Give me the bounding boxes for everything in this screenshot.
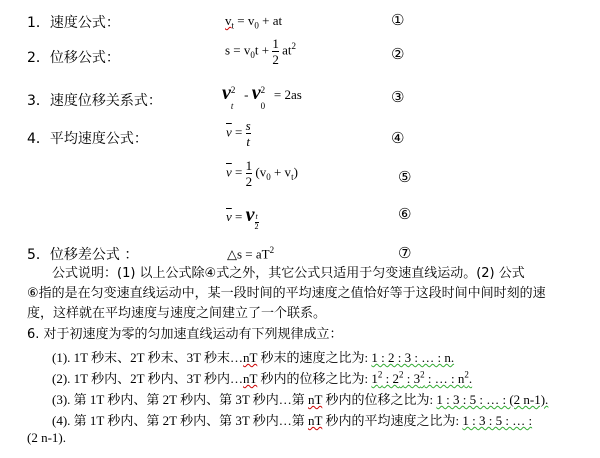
item-1-label: 速度公式： xyxy=(49,15,120,31)
formula-tail: = 2as xyxy=(270,87,302,102)
item-2-label: 位移公式： xyxy=(49,50,120,66)
formula-vbar: $\overline{v}$ xyxy=(226,209,232,224)
rule-3 xyxy=(52,389,548,408)
rule-2-ratio xyxy=(371,371,472,386)
mark-7: ⑦ xyxy=(398,244,412,262)
formula-eq: = xyxy=(231,209,246,224)
formula-v: v xyxy=(245,204,255,226)
item-5-index: 5． xyxy=(27,247,50,263)
formula-eq: = xyxy=(231,124,246,140)
item-1 xyxy=(27,12,120,32)
item-1-index: 1． xyxy=(27,15,50,31)
formula-part: t + xyxy=(254,42,273,58)
formula-vbar: $\overline{v}$ xyxy=(226,124,232,140)
ratio-end: . xyxy=(468,371,473,386)
formula-part: ) xyxy=(293,164,298,180)
formula-eq: = xyxy=(231,164,246,180)
note-line-2: ⑥指的是在匀变速直线运动中，某一段时间的平均速度之值恰好等于这段时间中间时刻的速 xyxy=(27,286,546,301)
note-line-1: 公式说明：(1) 以上公式除④式之外，其它公式只适用于匀变速直线运动。(2) 公式 xyxy=(52,266,525,281)
item-4-label: 平均速度公式： xyxy=(49,131,148,147)
note-line-3: 度，这样就在平均速度与速度之间建立了一个联系。 xyxy=(27,306,327,321)
formula-avg-velocity-2 xyxy=(226,158,298,189)
rule-2 xyxy=(52,368,472,387)
rule-3-text-b: 秒内的位移之比为: xyxy=(322,392,437,407)
section-6-title: 6. 对于初速度为零的匀加速直线运动有下列规律成立： xyxy=(27,327,343,342)
rule-4-cont: (2 n-1). xyxy=(27,430,66,445)
rule-1-ratio: 1 : 2 : 3 : … : n. xyxy=(371,350,455,365)
formula-displacement xyxy=(225,36,296,67)
rule-1 xyxy=(52,347,454,366)
formula-sup: 2 xyxy=(269,245,275,255)
ratio-sup: 2 xyxy=(464,369,469,380)
rule-3-text: (3). 第 1T 秒内、第 2T 秒内、第 3T 秒内…第 xyxy=(52,392,309,407)
mark-1: ① xyxy=(391,11,405,29)
formula-part: + v xyxy=(270,164,292,180)
rule-2-nt: nT xyxy=(243,371,258,386)
formula-v: v xyxy=(251,82,261,104)
ratio-part: : 2 xyxy=(382,371,399,386)
formula-avg-velocity xyxy=(226,118,251,149)
formula-minus: - xyxy=(240,87,252,102)
mark-5: ⑤ xyxy=(398,168,412,186)
formula-tail: at xyxy=(282,42,292,58)
rule-4-text-b: 秒内的平均速度之比为: xyxy=(322,413,463,428)
rule-4-ratio: 1 : 3 : 5 : … : xyxy=(462,413,533,428)
formula-tail: + at xyxy=(258,13,283,28)
rule-1-text-b: 秒末的速度之比为: xyxy=(257,350,372,365)
formula-sub-0: 0 xyxy=(266,172,271,183)
fraction-s-over-t xyxy=(246,118,251,149)
rule-3-ratio: 1 : 3 : 5 : … : (2 n-1). xyxy=(436,392,549,407)
fraction-half xyxy=(272,36,279,67)
item-4-index: 4． xyxy=(27,131,50,147)
rule-2-text: (2). 1T 秒内、2T 秒内、3T 秒内… xyxy=(52,371,244,386)
ratio-sup: 2 xyxy=(399,369,404,380)
formula-part: (v xyxy=(255,164,267,180)
rule-2-text-b: 秒内的位移之比为: xyxy=(257,371,372,386)
fraction-num: 1 xyxy=(272,36,279,51)
ratio-sup: 2 xyxy=(420,369,425,380)
formula-part: = v xyxy=(234,13,255,28)
fraction-num: 1 xyxy=(245,158,253,173)
formula-displacement-diff xyxy=(227,245,274,262)
formula-sub-num: t xyxy=(255,212,258,221)
formula-sub-0: 0 xyxy=(254,20,259,31)
rule-3-nt: nT xyxy=(308,392,323,407)
formula-mid-time-velocity xyxy=(226,204,265,231)
rule-1-nt: nT xyxy=(243,350,258,365)
item-3-label: 速度位移关系式： xyxy=(49,93,162,109)
mark-2: ② xyxy=(391,45,405,63)
formula-v: v xyxy=(225,13,232,28)
rule-1-text: (1). 1T 秒末、2T 秒末、3T 秒末… xyxy=(52,350,244,365)
fraction-den: t xyxy=(246,134,250,149)
item-4 xyxy=(27,128,148,148)
formula-vbar: $\overline{v}$ xyxy=(226,164,232,180)
ratio-part: : 3 xyxy=(403,371,421,386)
fraction-half xyxy=(246,158,253,189)
formula-sup: 2 xyxy=(291,41,296,52)
formula-sub-den: 2 xyxy=(254,222,259,231)
item-3 xyxy=(27,90,162,110)
formula-sup: 2 xyxy=(260,85,266,95)
mark-3: ③ xyxy=(391,88,405,106)
rule-4 xyxy=(52,410,532,429)
item-2-index: 2． xyxy=(27,50,50,66)
mark-4: ④ xyxy=(391,129,405,147)
item-2 xyxy=(27,47,120,67)
formula-v: v xyxy=(222,82,231,104)
fraction-den: 2 xyxy=(272,52,279,67)
fraction-num: s xyxy=(245,118,251,133)
formula-sub: t xyxy=(230,101,234,111)
formula-sub-t: t xyxy=(291,172,294,183)
formula-velocity xyxy=(225,13,282,31)
item-5 xyxy=(27,244,138,264)
formula-sub-0: 0 xyxy=(250,50,255,61)
fraction-den: 2 xyxy=(245,174,253,189)
item-3-index: 3． xyxy=(27,93,50,109)
formula-part: △s = aT xyxy=(227,246,270,262)
mark-6: ⑥ xyxy=(398,205,412,223)
formula-sub: 0 xyxy=(260,101,266,111)
item-5-label: 位移差公式 ： xyxy=(49,247,139,263)
formula-sub-t: t xyxy=(231,20,235,31)
formula-part: s = v xyxy=(225,42,251,58)
ratio-sup: 2 xyxy=(377,369,383,380)
formula-sup: 2 xyxy=(230,85,236,95)
formula-velocity-displacement xyxy=(222,82,302,111)
ratio-part: : … : n xyxy=(424,371,465,386)
rule-4-text: (4). 第 1T 秒内、第 2T 秒内、第 3T 秒内…第 xyxy=(52,413,309,428)
rule-4-nt: nT xyxy=(308,413,323,428)
ratio-part: 1 xyxy=(371,371,378,386)
